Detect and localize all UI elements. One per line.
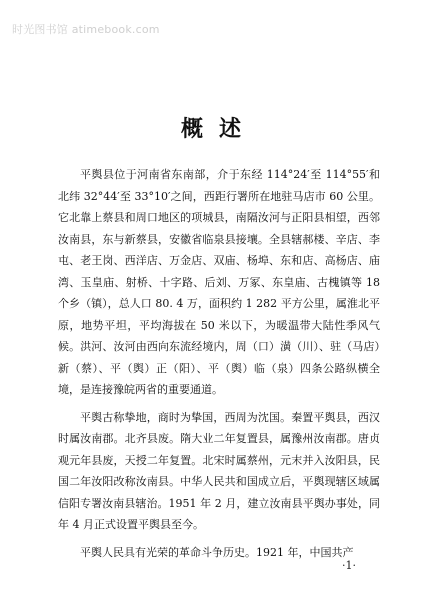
page-title: 概述: [180, 117, 257, 142]
body-text: [58, 164, 380, 569]
paragraph-history: 平舆古称挚地，商时为挚国，西周为沈国。秦置平舆县，西汉时属汝南郡。北齐县废。隋大业二年复置县，属豫州汝南郡。唐贞观元年县废，天授二年复置。北宋时属蔡州，元末并入汝阳县，民国二年汝阳改称汝南县。中华人民共和国成立后，平舆现辖区域属信阳专署汝南县辖治。1951 年 2 月，建立汝南县平舆办事处，同年 4 月正式设置平舆县至今。: [58, 410, 380, 531]
page-number: ·1·: [342, 559, 356, 572]
watermark: 时光图书馆 atimebook.com: [12, 23, 160, 36]
paragraph-revolution: 平舆人民具有光荣的革命斗争历史。1921 年，中国共产: [80, 545, 354, 559]
paragraph-location: 平舆县位于河南省东南部，介于东经 114°24′至 114°55′和北纬 32°44′至 33°10′之间，西距行署所在地驻马店市 60 公里。它北靠上蔡县和周口地区的项城县，南隔汝河与正阳县相望，西邻汝南县，东与新蔡县，安徽省临泉县接壤。全县辖郝楼、辛店、李屯、老王岗、西洋店、万金店、双庙、杨埠、东和店、高杨店、庙湾、玉皇庙、射桥、十字路、后刘、万冢、东皇庙、古槐镇等 18 个乡（镇），总人口 80. 4 万，面积约 1 282 平方公里，属淮北平原，地势平坦，平均海拔在 50 米以下，为暖温带大陆性季风气候。洪河、汝河由西向东流经境内，周（口）潢（川）、驻（马店）新（蔡）、平（舆）正（阳）、平（舆）临（泉）四条公路纵横全境，是连接豫皖两省的重要通道。: [58, 168, 380, 396]
